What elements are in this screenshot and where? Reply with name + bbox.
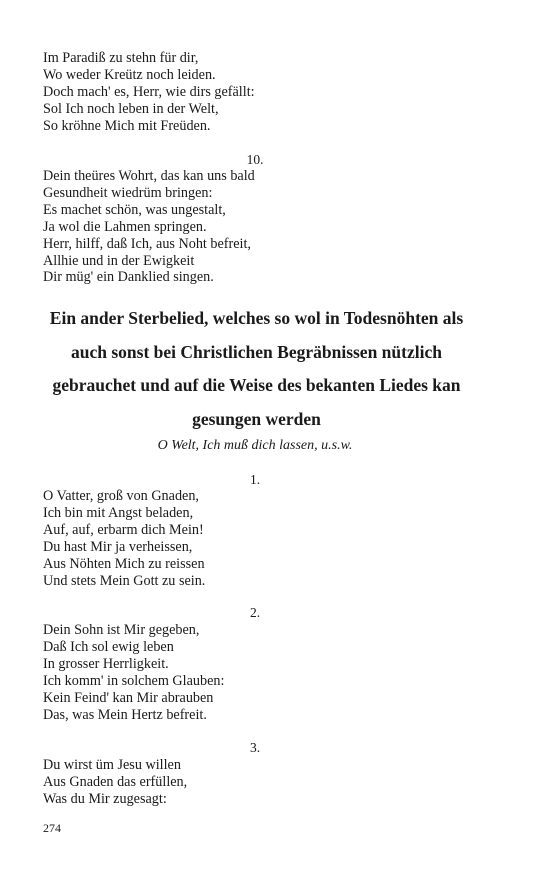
melody-reference: O Welt, Ich muß dich lassen, u.s.w. [157,438,353,453]
stanza-number: 3. [249,740,261,755]
verse-line: Ich bin mit Angst beladen, [43,504,194,521]
verse-line: Dein Sohn ist Mir gegeben, [43,622,200,638]
verse-line: Allhie und in der Ewigkeit [43,252,195,269]
verse-line: Im Paradiß zu stehn für dir, [43,50,199,66]
song-title-line: gesungen werden [192,408,321,429]
verse-line: Was du Mir zugesagt: [43,790,167,807]
stanza-9-continuation [43,50,473,135]
song-title-line: gebrauchet und auf die Weise des bekanten Liedes kan [52,375,461,395]
verse-line: In grosser Herrligkeit. [43,655,169,672]
stanza-10 [43,168,473,286]
verse-line: So kröhne Mich mit Freüden. [43,117,211,134]
verse-line: Wo weder Kreütz noch leiden. [43,66,216,83]
verse-line: Ja wol die Lahmen springen. [43,218,207,235]
verse-line: Ich komm' in solchem Glauben: [43,672,225,689]
stanza-number: 1. [249,472,261,487]
verse-line: Es machet schön, was ungestalt, [43,201,226,218]
verse-line: Aus Nöhten Mich zu reissen [43,555,205,572]
stanza-2 [43,622,473,723]
stanza-1 [43,488,473,589]
song-title-line: auch sonst bei Christlichen Begräbnissen nützlich [71,341,442,362]
verse-line: Doch mach' es, Herr, wie dirs gefällt: [43,83,255,100]
verse-line: Du hast Mir ja verheissen, [43,538,193,555]
verse-line: Gesundheit wiedrüm bringen: [43,184,213,201]
stanza-3 [43,757,473,808]
stanza-number: 10. [246,152,264,167]
page-number: 274 [43,821,61,835]
verse-line: Daß Ich sol ewig leben [43,638,174,655]
stanza-number: 2. [249,605,261,620]
verse-line: O Vatter, groß von Gnaden, [43,488,199,504]
verse-line: Auf, auf, erbarm dich Mein! [43,521,204,538]
verse-line: Herr, hilff, daß Ich, aus Noht befreit, [43,235,251,252]
song-title-line: Ein ander Sterbelied, welches so wol in Todesnöhten als [49,308,464,328]
verse-line: Aus Gnaden das erfüllen, [43,773,188,790]
verse-line: Und stets Mein Gott zu sein. [43,572,206,589]
verse-line: Dir müg' ein Danklied singen. [43,269,214,286]
verse-line: Kein Feind' kan Mir abrauben [43,689,214,706]
song-title [43,302,470,436]
verse-line: Du wirst üm Jesu willen [43,757,181,773]
verse-line: Das, was Mein Hertz befreit. [43,706,207,723]
verse-line: Sol Ich noch leben in der Welt, [43,100,219,117]
verse-line: Dein theüres Wohrt, das kan uns bald [43,168,255,184]
